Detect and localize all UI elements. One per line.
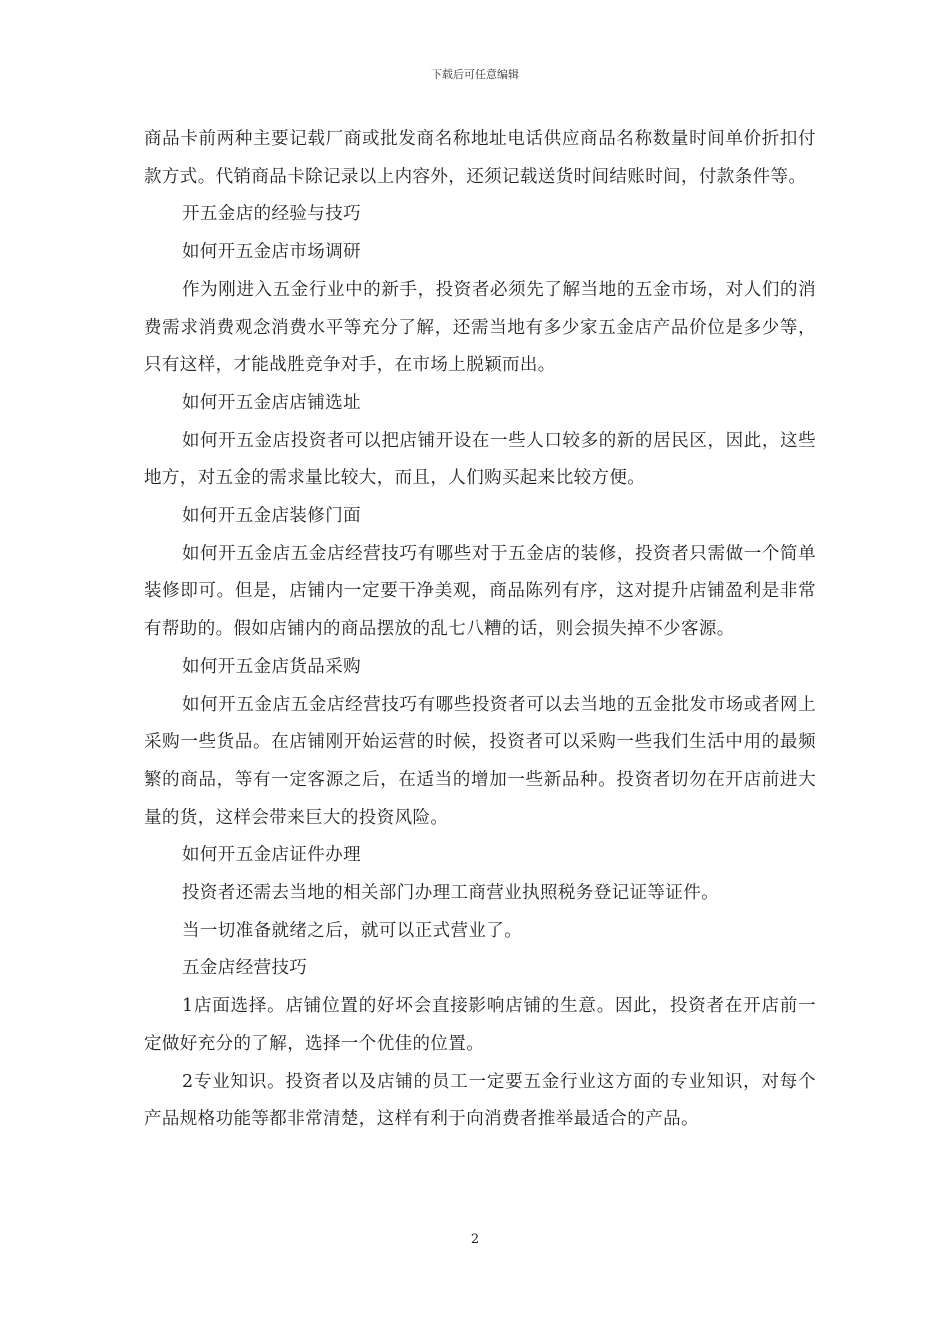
paragraph-storefront-decoration: 如何开五金店五金店经营技巧有哪些对于五金店的装修，投资者只需做一个简单装修即可。但是，店铺内一定要干净美观，商品陈列有序，这对提升店铺盈利是非常有帮助的。假如店铺内的商品摆放的乱七八糟的话，则会损失掉不少客源。 <box>144 543 816 640</box>
heading-storefront-decoration: 如何开五金店装修门面 <box>182 506 361 527</box>
heading-business-tips: 五金店经营技巧 <box>182 958 308 979</box>
heading-market-research: 如何开五金店市场调研 <box>182 242 361 263</box>
heading-experience-tips: 开五金店的经验与技巧 <box>182 204 361 225</box>
paragraph-tip-expertise: 2专业知识。投资者以及店铺的员工一定要五金行业这方面的专业知识，对每个产品规格功能等都非常清楚，这样有利于向消费者推举最适合的产品。 <box>144 1071 816 1130</box>
paragraph-ready-to-open: 当一切准备就绪之后，就可以正式营业了。 <box>182 920 523 941</box>
paragraph-supplier-card: 商品卡前两种主要记载厂商或批发商名称地址电话供应商品名称数量时间单价折扣付款方式。代销商品卡除记录以上内容外，还须记载送货时间结账时间，付款条件等。 <box>144 129 816 187</box>
document-body <box>144 121 816 1139</box>
heading-license-processing: 如何开五金店证件办理 <box>182 845 361 866</box>
heading-site-selection: 如何开五金店店铺选址 <box>182 392 361 413</box>
page-number: 2 <box>470 1232 480 1247</box>
paragraph-market-research: 作为刚进入五金行业中的新手，投资者必须先了解当地的五金市场，对人们的消费需求消费观念消费水平等充分了解，还需当地有多少家五金店产品价位是多少等，只有这样，才能战胜竞争对手，在市场上脱颖而出。 <box>144 279 816 376</box>
heading-goods-purchasing: 如何开五金店货品采购 <box>182 656 361 677</box>
paragraph-goods-purchasing: 如何开五金店五金店经营技巧有哪些投资者可以去当地的五金批发市场或者网上采购一些货品。在店铺刚开始运营的时候，投资者可以采购一些我们生活中用的最频繁的商品，等有一定客源之后，在适当的增加一些新品种。投资者切勿在开店前进大量的货，这样会带来巨大的投资风险。 <box>144 694 816 828</box>
paragraph-tip-storefront: 1店面选择。店铺位置的好坏会直接影响店铺的生意。因此，投资者在开店前一定做好充分的了解，选择一个优佳的位置。 <box>144 996 816 1054</box>
paragraph-license-processing: 投资者还需去当地的相关部门办理工商营业执照税务登记证等证件。 <box>182 883 719 904</box>
page-header: 下载后可任意编辑 <box>431 68 519 81</box>
paragraph-site-selection: 如何开五金店投资者可以把店铺开设在一些人口较多的新的居民区，因此，这些地方，对五金的需求量比较大，而且，人们购买起来比较方便。 <box>144 430 816 489</box>
